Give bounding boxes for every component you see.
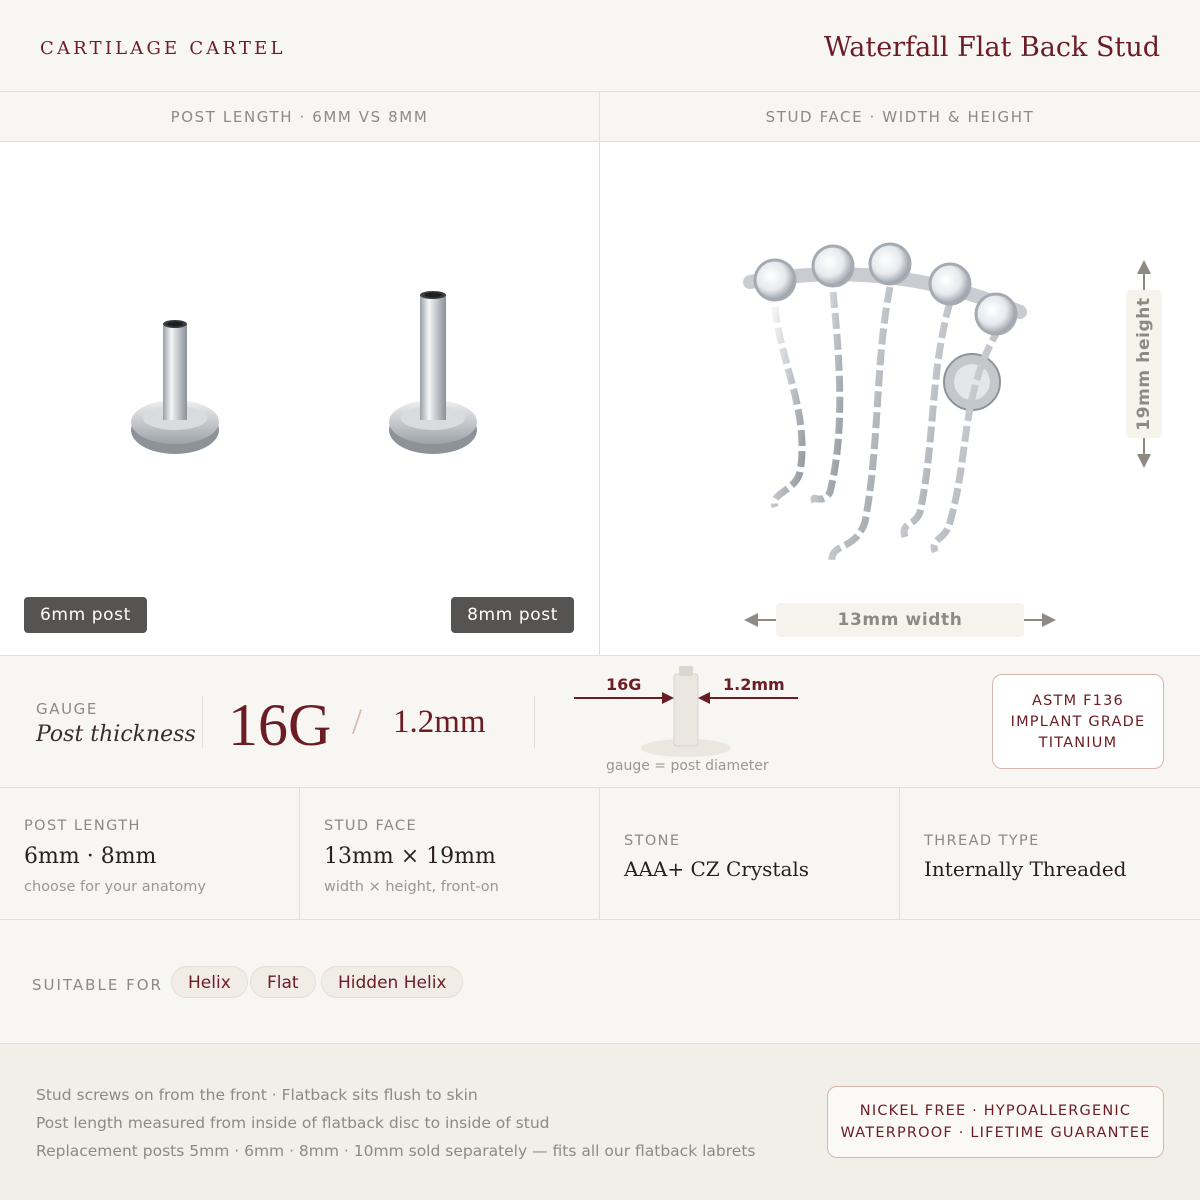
spec-key: STONE <box>624 833 681 849</box>
waterfall-stud-image <box>600 142 1200 656</box>
spec-value: 6mm · 8mm <box>24 844 157 869</box>
stud-face-panel <box>600 142 1200 656</box>
spec-stone <box>600 788 900 920</box>
gauge-note: gauge = post diameter <box>606 758 769 774</box>
height-label: 19mm height <box>1134 297 1154 431</box>
brand-logo-text[interactable]: CARTILAGE CARTEL <box>40 38 286 59</box>
page-header <box>0 0 1200 92</box>
guarantee-badge <box>827 1086 1164 1158</box>
product-title: Waterfall Flat Back Stud <box>823 32 1160 63</box>
width-label: 13mm width <box>776 603 1024 637</box>
material-badge <box>992 674 1164 769</box>
diagram-gauge-label: 16G <box>606 675 642 694</box>
post-length-panel-title: POST LENGTH · 6MM VS 8MM <box>0 92 600 142</box>
spec-key: POST LENGTH <box>24 818 141 834</box>
six-mm-post-label: 6mm post <box>24 597 147 633</box>
eight-mm-post-label: 8mm post <box>451 597 574 633</box>
gauge-diameter: 1.2mm <box>393 704 486 740</box>
spec-thread-type <box>900 788 1200 920</box>
spec-key: STUD FACE <box>324 818 418 834</box>
chip-helix[interactable]: Helix <box>171 966 248 998</box>
spec-value: Internally Threaded <box>924 857 1127 881</box>
spec-key: THREAD TYPE <box>924 833 1040 849</box>
spec-note: choose for your anatomy <box>24 879 206 895</box>
suitable-for-label: SUITABLE FOR <box>32 976 163 994</box>
material-badge-line: IMPLANT GRADE <box>1010 713 1146 730</box>
gauge-divider-right <box>534 696 535 748</box>
chip-flat[interactable]: Flat <box>250 966 316 998</box>
spec-value: 13mm × 19mm <box>324 844 496 869</box>
spec-note: width × height, front-on <box>324 879 499 895</box>
eight-mm-post-icon <box>389 291 477 454</box>
spec-value: AAA+ CZ Crystals <box>624 857 810 881</box>
chain-strands <box>774 287 1000 562</box>
flatback-posts-image <box>0 142 600 656</box>
gauge-divider-left <box>202 696 203 748</box>
material-badge-line: ASTM F136 <box>1032 692 1124 709</box>
gauge-kicker: GAUGE <box>36 700 98 718</box>
guarantee-badge-line: WATERPROOF · LIFETIME GUARANTEE <box>840 1125 1151 1141</box>
gauge-slash: / <box>352 701 363 741</box>
guarantee-badge-line: NICKEL FREE · HYPOALLERGENIC <box>859 1103 1132 1119</box>
gauge-subtitle: Post thickness <box>36 722 196 747</box>
chip-hidden-helix[interactable]: Hidden Helix <box>321 966 463 998</box>
footer-note: Replacement posts 5mm · 6mm · 8mm · 10mm sold separately — fits all our flatback labrets <box>36 1142 756 1160</box>
material-badge-line: TITANIUM <box>1038 734 1118 751</box>
six-mm-post-icon <box>131 320 219 454</box>
spec-stud-face <box>300 788 600 920</box>
post-length-panel <box>0 142 600 656</box>
stud-face-panel-title: STUD FACE · WIDTH & HEIGHT <box>600 92 1200 142</box>
spec-post-length <box>0 788 300 920</box>
gauge-value: 16G <box>228 692 332 758</box>
footer-note: Stud screws on from the front · Flatback sits flush to skin <box>36 1086 478 1104</box>
footer-note: Post length measured from inside of flatback disc to inside of stud <box>36 1114 550 1132</box>
diagram-diameter-label: 1.2mm <box>723 675 785 694</box>
